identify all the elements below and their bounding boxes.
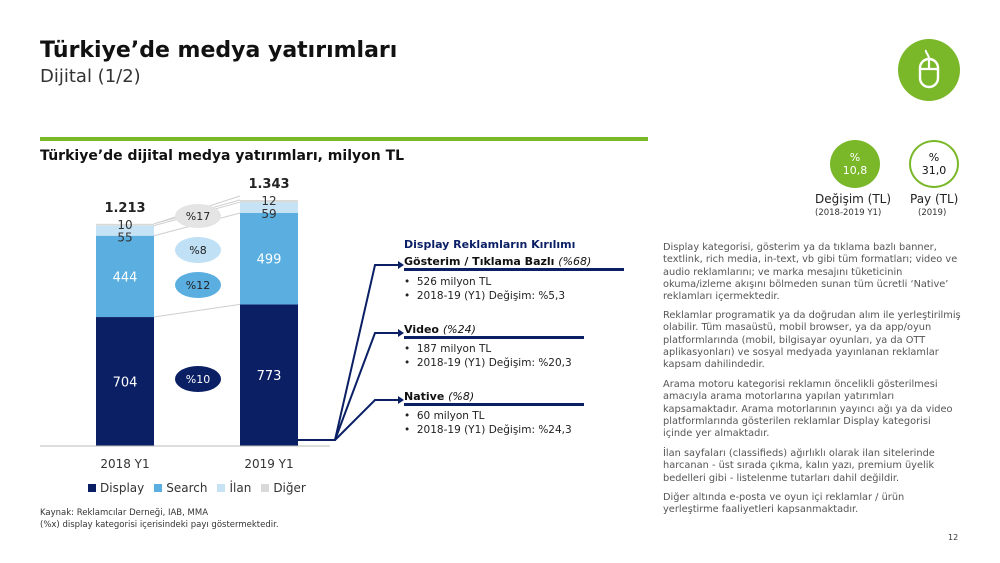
bar-value-label: 12 (261, 194, 277, 208)
bar-value-label: 444 (112, 270, 138, 286)
kpi-share-sub: (2019) (918, 208, 947, 218)
x-tick-label: 2019 Y1 (244, 457, 294, 471)
description-paragraph: İlan sayfaları (classifieds) ağırlıklı olarak ilan sitelerinde harcanan - üst sırada çıkma, kalın yazı, premium üyelik bedelleri gibi - listelenme tutarları dahil değildir. (663, 448, 935, 484)
kpi-change-bubble: % 10,8 (830, 140, 880, 188)
breakdown-bullet: • 2018-19 (Y1) Değişim: %24,3 (404, 424, 572, 436)
legend-item-display: Display (88, 481, 144, 495)
chart-legend (88, 481, 306, 495)
page-subtitle: Dijital (1/2) (40, 66, 141, 87)
breakdown-bullet: • 2018-19 (Y1) Değişim: %5,3 (404, 290, 566, 302)
breakdown-title: Display Reklamların Kırılımı (404, 238, 576, 251)
chart-title: Türkiye’de dijital medya yatırımları, milyon TL (40, 148, 405, 164)
growth-bubble-diger: %17 (175, 204, 221, 228)
description-paragraph: Display kategorisi, gösterim ya da tıklama bazlı banner, textlink, rich media, in-text, vb gibi tüm formatları; video ve audio reklamlarını; ve marka mesajını tüketicinin okuma/izleme akışını bölmeden sunan tüm ücretli ‘Native’ reklamları içermektedir. (663, 242, 958, 303)
title-underline (404, 268, 624, 271)
bar-value-label: 55 (117, 230, 133, 245)
breakdown-bullet: • 526 milyon TL (404, 276, 492, 288)
title-underline (404, 336, 584, 339)
breakdown-connector (335, 333, 398, 440)
x-tick-label: 2018 Y1 (100, 457, 150, 471)
breakdown-connector (298, 265, 398, 440)
kpi-change-label: Değişim (TL) (815, 192, 892, 206)
bar-value-label: 704 (112, 375, 138, 391)
source-note: Kaynak: Reklamcılar Derneği, IAB, MMA (%x) display kategorisi içerisindeki payı göstermektedir. (40, 508, 279, 530)
connector-line (154, 304, 240, 317)
breakdown-bullet: • 187 milyon TL (404, 343, 492, 355)
kpi-share-label: Pay (TL) (910, 192, 959, 206)
legend-item-ilan: İlan (217, 481, 251, 495)
description-paragraph: Diğer altında e-posta ve oyun içi reklamlar / ürün yerleştirme faaliyetleri kapsanmaktadır. (663, 492, 905, 516)
page-number: 12 (948, 533, 959, 542)
description-paragraph: Reklamlar programatik ya da doğrudan alım ile yerleştirilmiş olabilir. Tüm masaüstü, mobil browser, ya da app/oyun platformlarında (mobil, bilgisayar oyunları, ya da OTT aplikasyonları) ve sosyal medyada yayınlanan reklamlar kapsam dahilindedir. (663, 310, 961, 371)
breakdown-bullet: • 2018-19 (Y1) Değişim: %20,3 (404, 357, 572, 369)
growth-bubble-display: %10 (175, 366, 221, 392)
bar-value-label: 59 (261, 207, 277, 222)
page-title: Türkiye’de medya yatırımları (40, 38, 398, 63)
breakdown-connector (335, 400, 398, 440)
bar-value-label: 499 (256, 252, 282, 268)
breakdown-item-video: Video (%24) (404, 323, 476, 336)
description-paragraph: Arama motoru kategorisi reklamın öncelikli gösterilmesi amacıyla arama motorlarına yapılan yatırımları kapsamaktadır. Arama motorlarının yayıncı ağı ya da video platformlarında gösterilen reklamlar Display kategorisi içinde yer almaktadır. (663, 379, 953, 440)
title-underline (404, 403, 584, 406)
kpi-change-sub: (2018-2019 Y1) (815, 208, 882, 218)
kpi-share-bubble: % 31,0 (909, 140, 959, 188)
breakdown-bullet: • 60 milyon TL (404, 410, 485, 422)
growth-bubble-search: %12 (175, 272, 221, 298)
legend-item-search: Search (154, 481, 207, 495)
breakdown-item-native: Native (%8) (404, 390, 475, 403)
bar-value-label: 773 (256, 369, 282, 385)
legend-item-diger: Diğer (261, 481, 306, 495)
bar-value-label: 10 (117, 217, 133, 232)
growth-bubble-ilan: %8 (175, 237, 221, 263)
bar-total-label: 1.213 (104, 200, 146, 216)
bar-total-label: 1.343 (248, 177, 290, 192)
breakdown-item-gosterim: Gösterim / Tıklama Bazlı (%68) (404, 255, 592, 268)
